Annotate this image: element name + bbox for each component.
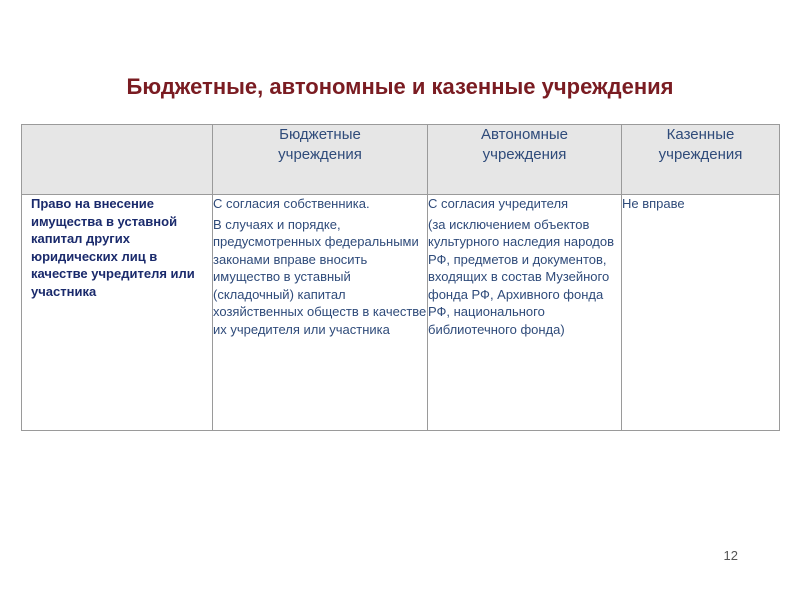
header-budget	[213, 125, 428, 195]
cell-budget-p2: В случаях и порядке, предусмотренных федеральными законами вправе вносить имущество в уставный (складочный) капитал хозяйственных обществ в качестве их учредителя или участника	[213, 216, 427, 337]
slide-title: Бюджетные, автономные и казенные учреждения	[126, 74, 674, 99]
comparison-table	[21, 124, 780, 431]
table-row	[22, 195, 780, 431]
header-autonomous	[428, 125, 622, 195]
cell-autonomous-p1: С согласия учредителя	[428, 196, 569, 211]
cell-budget-p1: С согласия собственника.	[213, 196, 370, 211]
cell-budget	[213, 195, 428, 431]
header-budget-label: Бюджетные учреждения	[278, 126, 362, 163]
cell-state-owned	[622, 195, 780, 431]
cell-autonomous-p2: (за исключением объектов культурного наследия народов РФ, предметов и документов, входящих в состав Музейного фонда РФ, Архивного фонда РФ, национального библиотечного фонда)	[428, 216, 615, 337]
header-empty-cell	[22, 125, 213, 195]
cell-autonomous	[428, 195, 622, 431]
row-label: Право на внесение имущества в уставной капитал других юридических лиц в качестве учредителя или участника	[22, 195, 213, 431]
header-state-owned	[622, 125, 780, 195]
cell-state-owned-p1: Не вправе	[622, 196, 685, 211]
table-header-row	[22, 125, 780, 195]
header-state-owned-label: Казенные учреждения	[658, 126, 743, 163]
page-number: 12	[723, 548, 738, 563]
header-autonomous-label: Автономные учреждения	[480, 126, 569, 163]
